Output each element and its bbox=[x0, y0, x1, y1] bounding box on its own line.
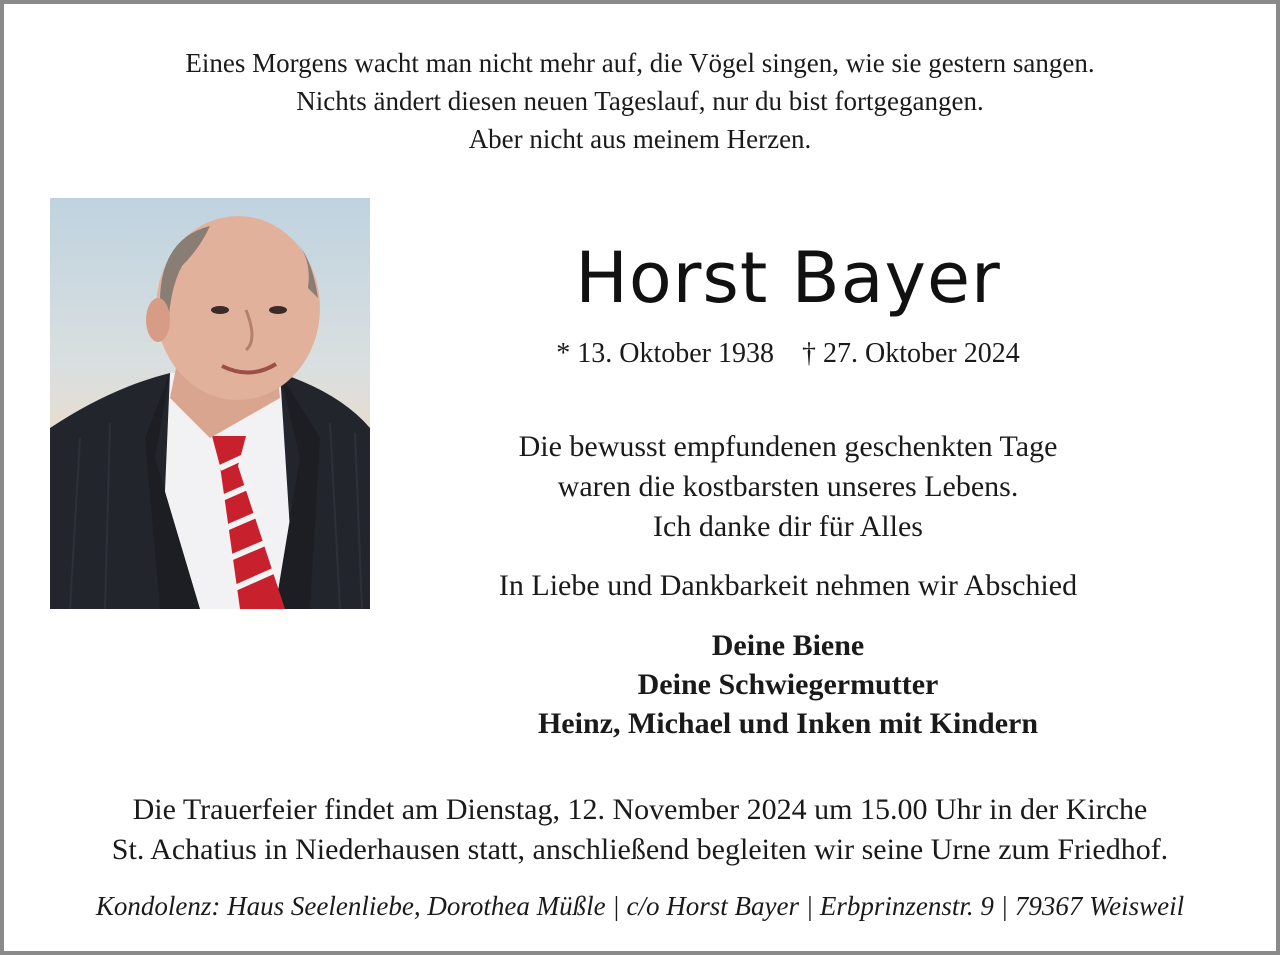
life-dates bbox=[400, 336, 1176, 372]
quote-line: waren die kostbarsten unseres Lebens. bbox=[557, 470, 1019, 503]
opening-poem bbox=[0, 44, 1280, 158]
funeral-service-info bbox=[0, 790, 1280, 870]
memorial-quote bbox=[400, 427, 1176, 547]
quote-line: Die bewusst empfundenen geschenkten Tage bbox=[518, 430, 1058, 463]
poem-line: Aber nicht aus meinem Herzen. bbox=[468, 124, 812, 154]
ceremony-line: St. Achatius in Niederhausen statt, anschließend begleiten wir seine Urne zum Friedhof. bbox=[111, 833, 1169, 866]
quote-line: Ich danke dir für Alles bbox=[653, 510, 923, 543]
deceased-name: Horst Bayer bbox=[575, 237, 1001, 319]
mourner-entry: Deine Schwiegermutter bbox=[637, 668, 939, 701]
mourners-list bbox=[400, 626, 1176, 743]
poem-line: Nichts ändert diesen neuen Tageslauf, nur du bist fortgegangen. bbox=[296, 86, 984, 116]
birth-date: * 13. Oktober 1938 bbox=[556, 338, 774, 369]
ceremony-line: Die Trauerfeier findet am Dienstag, 12. November 2024 um 15.00 Uhr in der Kirche bbox=[132, 793, 1148, 826]
farewell-line: In Liebe und Dankbarkeit nehmen wir Abschied bbox=[498, 569, 1078, 602]
mourner-entry: Heinz, Michael und Inken mit Kindern bbox=[537, 707, 1039, 740]
death-date: † 27. Oktober 2024 bbox=[802, 338, 1020, 369]
mourner-entry: Deine Biene bbox=[711, 629, 865, 662]
portrait-photo bbox=[50, 198, 370, 609]
poem-line: Eines Morgens wacht man nicht mehr auf, die Vögel singen, wie sie gestern sangen. bbox=[185, 48, 1095, 78]
condolence-address: Kondolenz: Haus Seelenliebe, Dorothea Müßle | c/o Horst Bayer | Erbprinzenstr. 9 | 79367 Weisweil bbox=[95, 891, 1185, 921]
